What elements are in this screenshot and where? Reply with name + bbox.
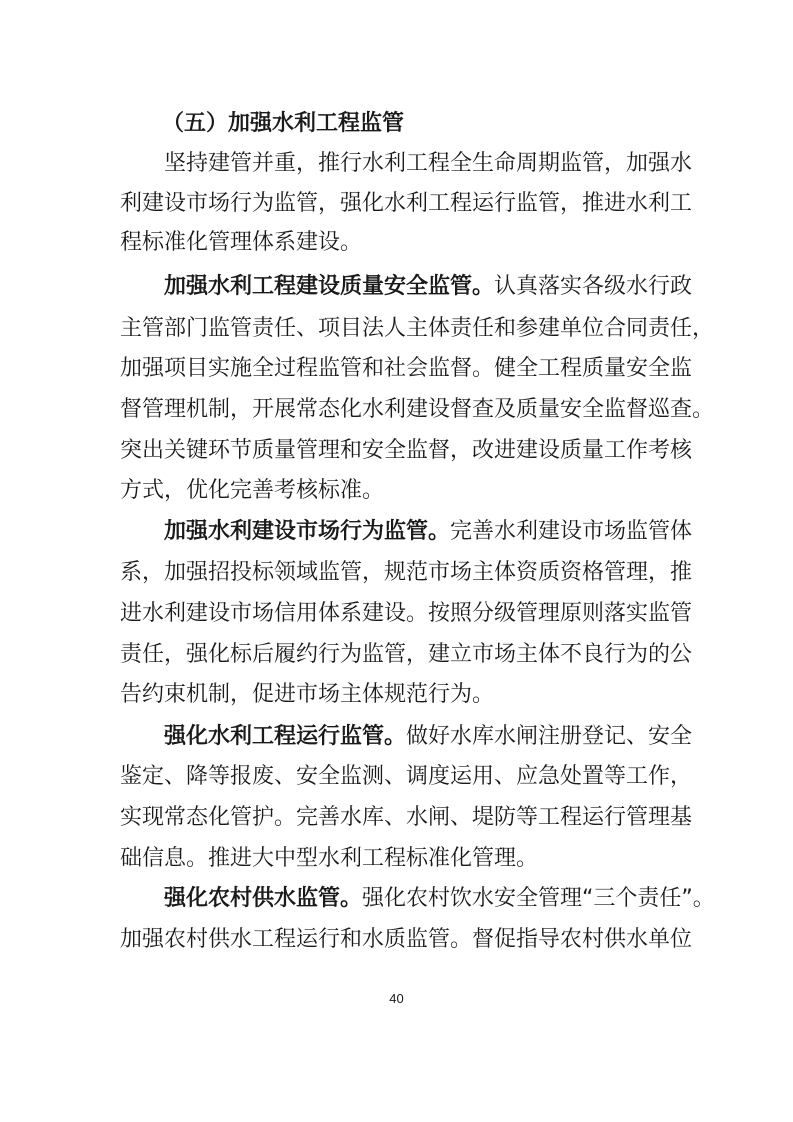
section-heading: （五）加强水利工程监管 [162, 111, 405, 136]
p4-line: 加强农村供水工程运行和水质监管。督促指导农村供水单位 [120, 927, 693, 952]
p1-line: 方式，优化完善考核标准。 [120, 478, 385, 503]
p1-line: 主管部门监管责任、项目法人主体责任和参建单位合同责任， [120, 316, 715, 341]
p4-title: 强化农村供水监管。 [164, 886, 363, 911]
p1-line: 加强项目实施全过程监管和社会监督。健全工程质量安全监 [120, 356, 693, 381]
p1-line: 突出关键环节质量管理和安全监督，改进建设质量工作考核 [120, 438, 693, 463]
p3-title: 强化水利工程运行监管。 [164, 724, 407, 749]
p3-line: 础信息。推进大中型水利工程标准化管理。 [120, 846, 539, 871]
p4-first-line [164, 884, 715, 914]
p2-line: 告约束机制，促进市场主体规范行为。 [120, 682, 495, 707]
p3-first-line [164, 722, 693, 752]
p1-first-line [164, 272, 693, 302]
p2-first-line [164, 517, 693, 547]
intro-line-1: 坚持建管并重，推行水利工程全生命周期监管，加强水 [164, 151, 693, 176]
intro-line-2: 利建设市场行为监管，强化水利工程运行监管，推进水利工 [120, 191, 693, 216]
p3-first-rest: 做好水库水闸注册登记、安全 [406, 724, 693, 749]
p3-line: 实现常态化管护。完善水库、水闸、堤防等工程运行管理基 [120, 805, 693, 830]
page-number: 40 [389, 991, 404, 1006]
p3-line: 鉴定、降等报废、安全监测、调度运用、应急处置等工作， [120, 764, 693, 789]
p2-line: 责任，强化标后履约行为监管，建立市场主体不良行为的公 [120, 642, 693, 667]
p2-line: 进水利建设市场信用体系建设。按照分级管理原则落实监管 [120, 601, 693, 626]
p4-first-rest: 强化农村饮水安全管理“三个责任”。 [362, 886, 715, 911]
p2-first-rest: 完善水利建设市场监管体 [450, 519, 693, 544]
p1-first-rest: 认真落实各级水行政 [494, 274, 693, 299]
intro-line-3: 程标准化管理体系建设。 [120, 230, 363, 255]
p1-line: 督管理机制，开展常态化水利建设督查及质量安全监督巡查。 [120, 397, 715, 422]
p2-title: 加强水利建设市场行为监管。 [164, 519, 451, 544]
p2-line: 系，加强招投标领域监管，规范市场主体资质资格管理，推 [120, 560, 693, 585]
p1-title: 加强水利工程建设质量安全监管。 [164, 274, 495, 299]
